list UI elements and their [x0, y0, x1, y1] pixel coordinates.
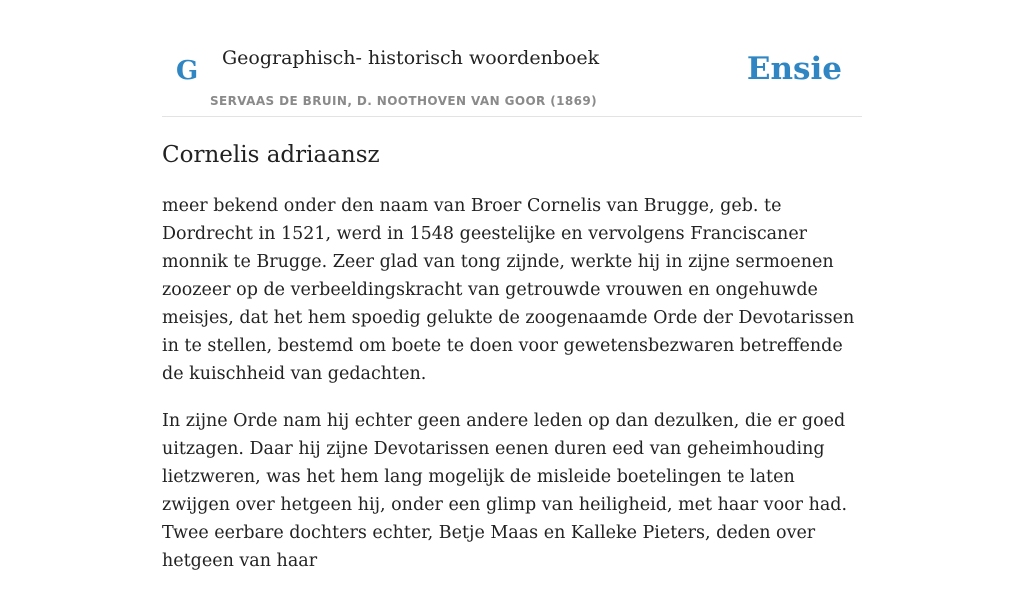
entry-paragraph-1: meer bekend onder den naam van Broer Cornelis van Brugge, geb. te Dordrecht in 1521, werd in 1548 geestelijke en vervolgens Franciscaner monnik te Brugge. Zeer glad van tong zijnde, werkte hij in zijne sermoenen zoozeer op de verbeeldingskracht van getrouwde vrouwen en ongehuwde meisjes, dat het hem spoedig gelukte de zoogenaamde Orde der Devotarissen in te stellen, bestemd om boete te doen voor gewetensbezwaren betreffende de kuischheid van gedachten. [162, 196, 855, 384]
ensie-logo-link[interactable]: Ensie [746, 51, 842, 87]
entry-paragraph-2: In zijne Orde nam hij echter geen andere leden op dan dezulken, die er goed uitzagen. Daar hij zijne Devotarissen eenen duren eed van geheimhouding lietzweren, was het hem lang mogelijk de misleide boetelingen te laten zwijgen over hetgeen hij, onder een glimp van heiligheid, met haar voor had. Twee eerbare dochters echter, Betje Maas en Kalleke Pieters, deden over hetgeen van haar [162, 411, 848, 571]
book-title[interactable]: Geographisch- historisch woordenboek [222, 47, 600, 69]
dictionary-header [162, 30, 862, 117]
dictionary-letter-logo: G [176, 56, 199, 86]
book-authors: SERVAAS DE BRUIN, D. NOOTHOVEN VAN GOOR (1869) [210, 94, 598, 108]
entry-title: Cornelis adriaansz [162, 142, 380, 168]
entry-body [162, 192, 862, 594]
